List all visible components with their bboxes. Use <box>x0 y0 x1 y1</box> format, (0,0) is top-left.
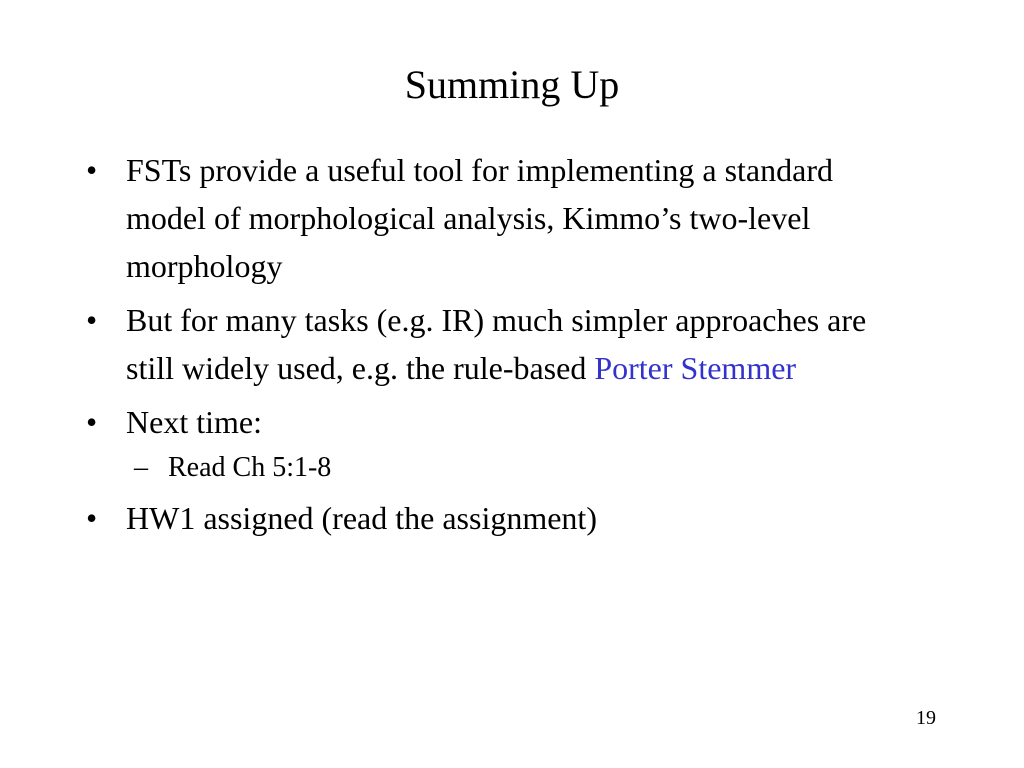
bullet-text: HW1 assigned (read the assignment) <box>126 500 597 536</box>
bullet-item-next-time <box>86 398 886 488</box>
bullet-marker: • <box>86 404 98 440</box>
sub-bullet-text: Read Ch 5:1-8 <box>168 452 332 483</box>
slide-number: 19 <box>916 707 936 729</box>
bullet-item-porter <box>86 296 886 392</box>
bullet-text: FSTs provide a useful tool for implementing a standard model of morphological analysis, Kimmo’s two-level morphology <box>126 152 833 284</box>
bullet-list <box>86 146 886 548</box>
bullet-marker: • <box>86 152 98 188</box>
bullet-marker: • <box>86 500 98 536</box>
bullet-marker: • <box>86 302 98 338</box>
bullet-item-fsts <box>86 146 886 290</box>
sub-list <box>126 448 886 488</box>
porter-stemmer-link[interactable]: Porter Stemmer <box>594 350 797 386</box>
sub-bullet-reading <box>134 448 886 488</box>
bullet-text: Next time: <box>126 404 262 440</box>
bullet-item-hw1 <box>86 494 886 542</box>
slide-title: Summing Up <box>404 62 620 107</box>
sub-bullet-marker: – <box>134 452 148 483</box>
bullet-text: But for many tasks (e.g. IR) much simpler approaches are still widely used, e.g. the rule-based <box>126 302 867 386</box>
